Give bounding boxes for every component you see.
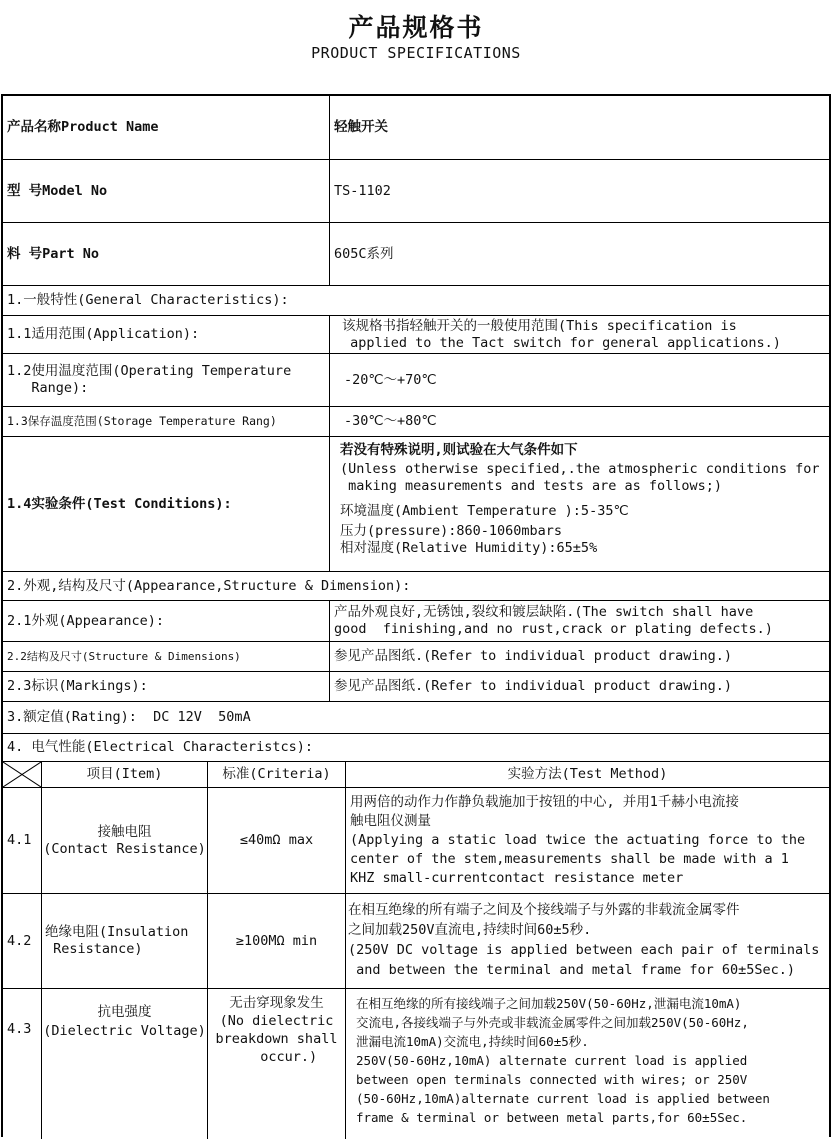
ambient-temperature: 环境温度(Ambient Temperature ):5-35℃ — [340, 503, 629, 519]
structure-label: 2.2结构及尺寸(Structure & Dimensions) — [7, 650, 241, 663]
method-column-header: 实验方法(Test Method) — [345, 762, 829, 787]
criteria-cell: 无击穿现象发生 (No dielectric breakdown shall occur.) — [207, 989, 345, 1139]
test-conditions-row — [3, 437, 829, 572]
appearance-label: 2.1外观(Appearance): — [7, 612, 165, 629]
appearance-heading: 2.外观,结构及尺寸(Appearance,Structure & Dimension): — [7, 577, 411, 594]
operating-temp-label: 1.2使用温度范围(Operating Temperature Range): — [7, 363, 292, 396]
method-cell: 在相互绝缘的所有端子之间及个接线端子与外露的非载流金属零件 之间加载250V直流电,持续时间60±5秒. (250V DC voltage is applied between each pair of terminals and between the terminal and metal frame for 60±5Sec.) — [345, 894, 829, 988]
application-label: 1.1适用范围(Application): — [7, 326, 200, 342]
electrical-heading-row — [3, 734, 829, 762]
method-cell: 用两倍的动作力作静负载施加于按钮的中心, 并用1千赫小电流接 触电阻仪测量 (Applying a static load twice the actuating force to the center of the stem,measurements shall be made with a 1 KHZ small-currentcontact resistance meter — [345, 788, 829, 893]
model-row — [3, 160, 829, 223]
markings-value: 参见产品图纸.(Refer to individual product drawing.) — [329, 672, 829, 701]
model-label: 型 号Model No — [7, 182, 108, 199]
general-heading: 1.一般特性(General Characteristics): — [7, 292, 289, 308]
corner-cell — [3, 762, 41, 787]
part-value: 605C系列 — [329, 223, 829, 285]
pressure: 压力(pressure):860-1060mbars — [340, 523, 563, 539]
part-row — [3, 223, 829, 286]
storage-temp-value: -30℃～+80℃ — [329, 407, 829, 436]
operating-temp-value: -20℃～+70℃ — [329, 354, 829, 406]
test-conditions-value — [329, 437, 829, 571]
electrical-heading: 4. 电气性能(Electrical Characteristcs): — [7, 739, 313, 755]
operating-temp-row — [3, 354, 829, 407]
product-name-row — [3, 96, 829, 160]
test-conditions-label: 1.4实验条件(Test Conditions): — [7, 495, 232, 512]
appearance-value: 产品外观良好,无锈蚀,裂纹和镀层缺陷.(The switch shall have good finishing,and no rust,crack or plating defects.) — [329, 601, 829, 641]
storage-temp-row — [3, 407, 829, 437]
electrical-row — [3, 894, 829, 989]
appearance-row — [3, 601, 829, 642]
test-conditions-english: (Unless otherwise specified,.the atmospheric conditions for making measurements and tests are as follows;) — [340, 461, 820, 494]
item-cell: 抗电强度 (Dielectric Voltage) — [41, 989, 207, 1139]
row-number: 4.3 — [7, 1021, 32, 1037]
electrical-row — [3, 788, 829, 894]
rating-text: 3.额定值(Rating): DC 12V 50mA — [7, 709, 251, 725]
application-row — [3, 316, 829, 354]
storage-temp-label: 1.3保存温度范围(Storage Temperature Rang) — [7, 414, 277, 428]
method-cell: 在相互绝缘的所有接线端子之间加载250V(50-60Hz,泄漏电流10mA) 交流电,各接线端子与外壳或非载流金属零件之间加载250V(50-60Hz, 泄漏电流10mA)交流电,持续时间60±5秒. 250V(50-60Hz,10mA) alternate current load is applied between open terminals connected with wires; or 250V (50-60Hz,10mA)alternate current load is applied between frame & terminal or between metal parts,for 60±5Sec. — [345, 989, 829, 1139]
markings-label: 2.3标识(Markings): — [7, 678, 148, 694]
criteria-cell: ≥100MΩ min — [207, 894, 345, 988]
criteria-column-header: 标准(Criteria) — [207, 762, 345, 787]
item-column-header: 项目(Item) — [41, 762, 207, 787]
structure-row — [3, 642, 829, 672]
page-subtitle: PRODUCT SPECIFICATIONS — [311, 44, 521, 62]
relative-humidity: 相对湿度(Relative Humidity):65±5% — [340, 540, 598, 556]
spec-table — [1, 94, 831, 1137]
application-value: 该规格书指轻触开关的一般使用范围(This specification is applied to the Tact switch for general applications.) — [329, 316, 829, 353]
model-value: TS-1102 — [329, 160, 829, 222]
row-number: 4.2 — [7, 932, 32, 949]
structure-value: 参见产品图纸.(Refer to individual product drawing.) — [329, 642, 829, 671]
test-conditions-intro: 若没有特殊说明,则试验在大气条件如下 — [340, 442, 578, 458]
row-number: 4.1 — [7, 832, 32, 848]
electrical-row — [3, 989, 829, 1139]
product-name-label: 产品名称Product Name — [7, 119, 159, 135]
diagonal-cross-icon — [3, 762, 41, 787]
appearance-heading-row — [3, 572, 829, 601]
criteria-cell: ≤40mΩ max — [207, 788, 345, 893]
electrical-header-row — [3, 762, 829, 788]
general-heading-row — [3, 286, 829, 316]
page-title: 产品规格书 — [348, 13, 484, 42]
part-label: 料 号Part No — [7, 245, 100, 262]
markings-row — [3, 672, 829, 702]
item-cell: 接触电阻 (Contact Resistance) — [41, 788, 207, 893]
item-cell: 绝缘电阻(Insulation Resistance) — [41, 894, 207, 988]
product-name-value: 轻触开关 — [329, 96, 829, 159]
rating-row — [3, 702, 829, 734]
